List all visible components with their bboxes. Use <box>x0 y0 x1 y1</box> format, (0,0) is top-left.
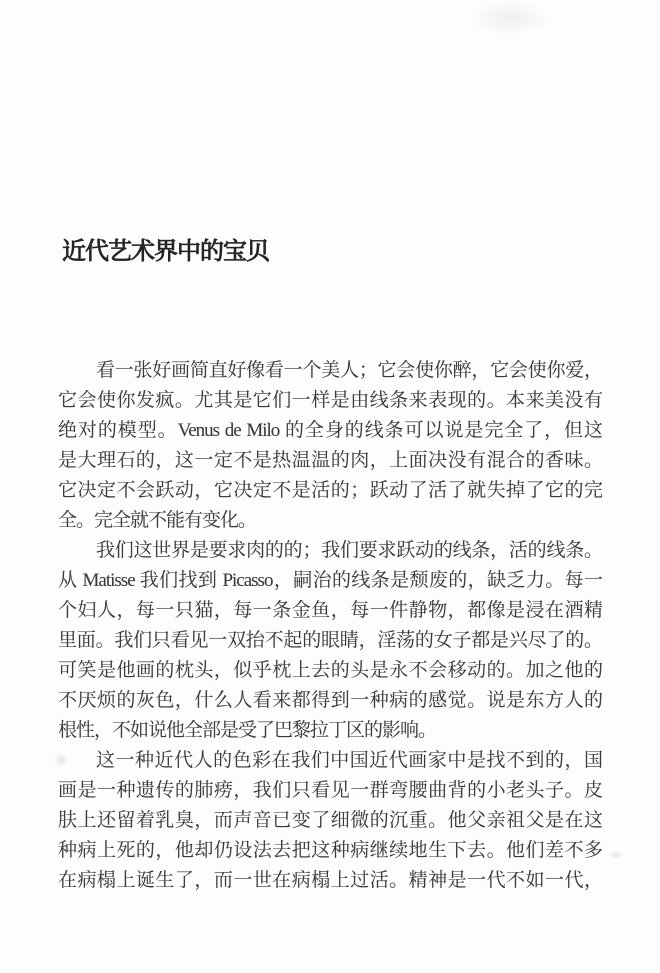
text-line: 从 Matisse 我们找到 Picasso，嗣治的线条是颓废的，缺乏力。每一 <box>58 570 602 591</box>
text-line: 绝对的模型。Venus de Milo 的全身的线条可以说是完全了，但这 <box>58 420 602 441</box>
text-line: 个妇人，每一只猫，每一条金鱼，每一件静物，都像是浸在酒精 <box>58 600 602 621</box>
paragraph <box>58 356 602 536</box>
paragraph <box>58 746 602 896</box>
text-line: 全。完全就不能有变化。 <box>58 510 257 531</box>
scan-artifact <box>608 851 624 859</box>
text-line: 可笑是他画的枕头，似乎枕上去的头是永不会移动的。加之他的 <box>58 660 602 681</box>
article-title: 近代艺术界中的宝贝 <box>62 239 269 265</box>
text-line: 种病上死的，他却仍设法去把这种病继续地生下去。他们差不多 <box>58 840 602 861</box>
text-line: 是大理石的，这一定不是热温温的肉，上面决没有混合的香味。 <box>58 450 602 471</box>
text-line: 肤上还留着乳臭，而声音已变了细微的沉重。他父亲祖父是在这 <box>58 810 602 831</box>
text-line: 根性，不如说他全部是受了巴黎拉丁区的影响。 <box>58 720 437 741</box>
article-body <box>58 356 602 896</box>
text-line: 这一种近代人的色彩在我们中国近代画家中是找不到的，国 <box>96 750 602 771</box>
text-line: 里面。我们只看见一双抬不起的眼睛，淫荡的女子都是兴尽了的。 <box>58 630 602 651</box>
text-line: 看一张好画简直好像看一个美人；它会使你醉，它会使你爱， <box>96 360 602 381</box>
text-line: 它决定不会跃动，它决定不是活的；跃动了活了就失掉了它的完 <box>58 480 602 501</box>
text-line: 画是一种遗传的肺痨，我们只看见一群弯腰曲背的小老头子。皮 <box>58 780 602 801</box>
text-line: 它会使你发疯。尤其是它们一样是由线条来表现的。本来美没有 <box>58 390 602 411</box>
paragraph <box>58 536 602 746</box>
text-line: 不厌烦的灰色，什么人看来都得到一种病的感觉。说是东方人的 <box>58 690 602 711</box>
text-line: 我们这世界是要求肉的的；我们要求跃动的线条，活的线条。 <box>96 540 602 561</box>
scan-artifact <box>470 0 550 36</box>
text-line: 在病榻上诞生了，而一世在病榻上过活。精神是一代不如一代， <box>58 870 602 891</box>
